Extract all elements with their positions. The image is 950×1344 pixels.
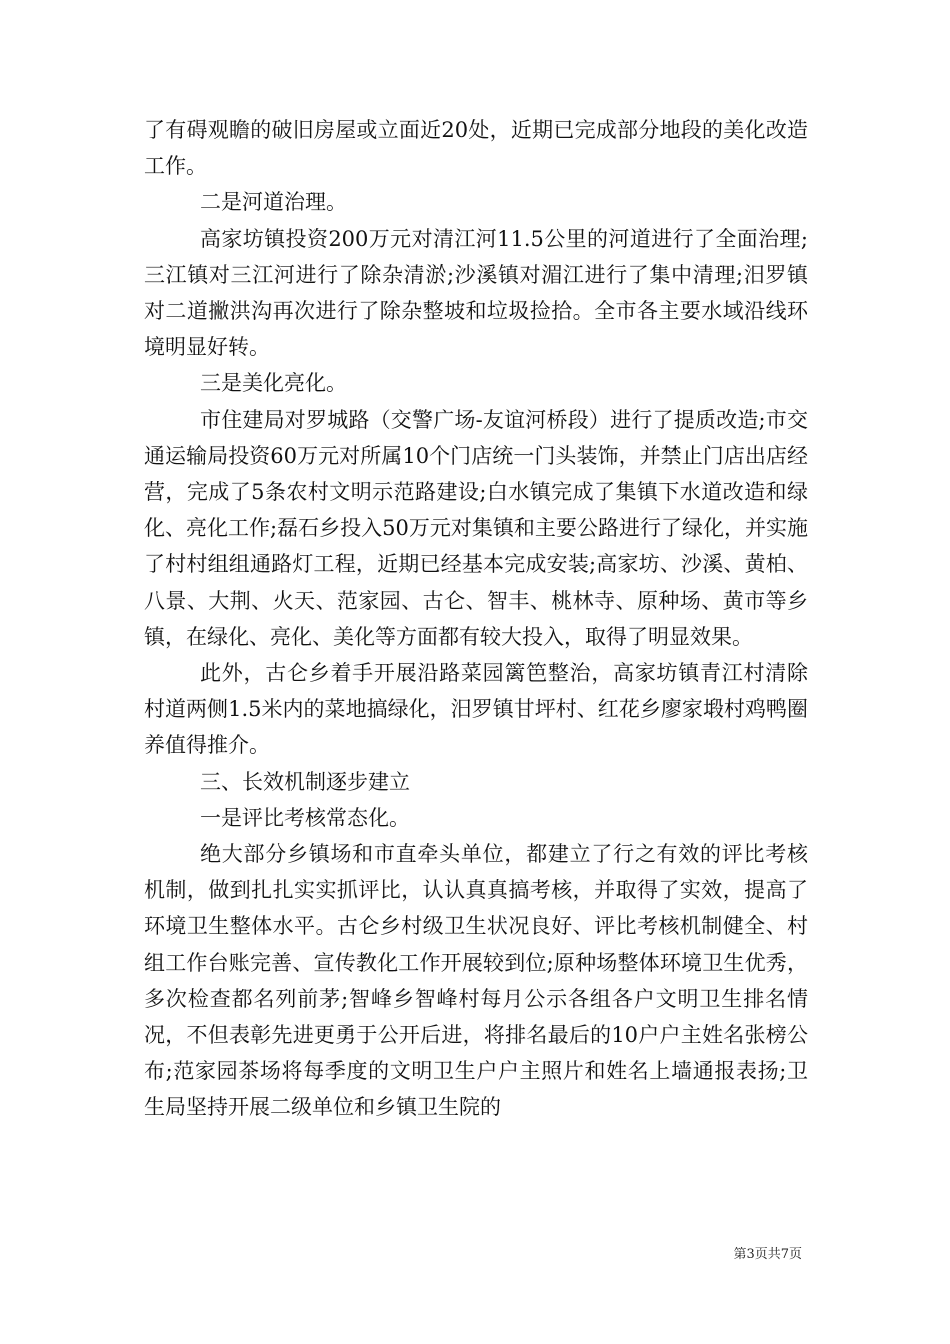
paragraph-5: 市住建局对罗城路（交警广场-友谊河桥段）进行了提质改造;市交通运输局投资60万元对所属10个门店统一门头装饰，并禁止门店出店经营，完成了5条农村文明示范路建设;白水镇完成了集镇下水道改造和绿化、亮化工作;磊石乡投入50万元对集镇和主要公路进行了绿化，并实施了村村组组通路灯工程，近期已经基本完成安装;高家坊、沙溪、黄柏、八景、大荆、火天、范家园、古仑、智丰、桃林寺、原种场、黄市等乡镇，在绿化、亮化、美化等方面都有较大投入，取得了明显效果。	[144, 407, 808, 649]
paragraph-4-heading-beautify: 三是美化亮化。	[200, 371, 347, 396]
paragraph-9: 绝大部分乡镇场和市直牵头单位，都建立了行之有效的评比考核机制，做到扎扎实实抓评比，认认真真搞考核，并取得了实效，提高了环境卫生整体水平。古仑乡村级卫生状况良好、评比考核机制健全、村组工作台账完善、宣传教化工作开展较到位;原种场整体环境卫生优秀，多次检查都名列前茅;智峰乡智峰村每月公示各组各户文明卫生排名情况，不但表彰先进更勇于公开后进，将排名最后的10户户主姓名张榜公布;范家园茶场将每季度的文明卫生户户主照片和姓名上墙通报表扬;卫生局坚持开展二级单位和乡镇卫生院的	[144, 842, 808, 1120]
document-body	[144, 112, 808, 1126]
paragraph-3: 高家坊镇投资200万元对清江河11.5公里的河道进行了全面治理;三江镇对三江河进行了除杂清淤;沙溪镇对湄江进行了集中清理;汨罗镇对二道撇洪沟再次进行了除杂整坡和垃圾捡拾。全市各主要水域沿线环境明显好转。	[144, 226, 808, 360]
paragraph-1: 了有碍观瞻的破旧房屋或立面近20处，近期已完成部分地段的美化改造工作。	[144, 118, 808, 179]
page-number-footer: 第3页共7页	[733, 1247, 802, 1262]
paragraph-6: 此外，古仑乡着手开展沿路菜园篱笆整治，高家坊镇青江村清除村道两侧1.5米内的菜地搞绿化，汨罗镇甘坪村、红花乡廖家塅村鸡鸭圈养值得推介。	[144, 661, 808, 758]
paragraph-8-heading-evaluation: 一是评比考核常态化。	[200, 805, 410, 830]
paragraph-2-heading-river: 二是河道治理。	[200, 190, 347, 215]
paragraph-7-section-heading: 三、长效机制逐步建立	[200, 769, 410, 794]
